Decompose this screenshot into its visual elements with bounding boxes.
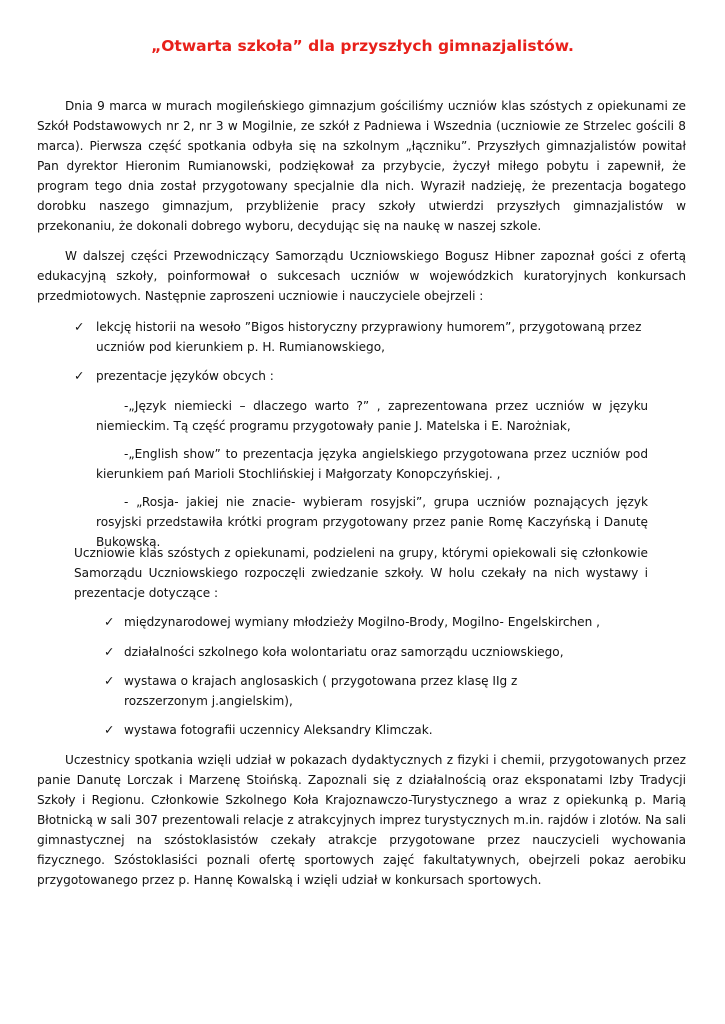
list-item-exchange: międzynarodowej wymiany młodzieży Mogilno-Brody, Mogilno- Engelskirchen , xyxy=(124,615,600,629)
checkmark-icon: ✓ xyxy=(104,722,115,737)
paragraph-activities: Uczestnicy spotkania wzięli udział w pokazach dydaktycznych z fizyki i chemii, przygotowanych przez panie Danutę Lorczak i Marzenę Stoińską. Zapoznali się z działalnością oraz eksponatami Izby Tradycji Szkoły i Regionu. Członkowie Szkolnego Koła Krajoznawczo-Turystycznego a wraz z opiekunką p. Marią Błotnicką w sali 307 prezentowali relacje z atrakcyjnych imprez turystycznych m.in. rajdów i zlotów. Na sali gimnastycznej na szóstoklasistów czekały atrakcje przygotowane przez nauczycieli wychowania fizycznego. Szóstoklasiści poznali ofertę sportowych zajęć fakultatywnych, obejrzeli pokaz aerobiku przygotowanego przez p. Hannę Kowalską i wzięli udział w konkursach sportowych. xyxy=(37,753,686,887)
sub-item-german: -„Język niemiecki – dlaczego warto ?” , zaprezentowana przez uczniów w języku niemieckim. Tą część programu przygotowały panie J. Matelska i E. Narożniak, xyxy=(96,399,648,433)
list-item-history-lesson: lekcję historii na wesoło ”Bigos historyczny przyprawiony humorem”, przygotowaną przez uczniów pod kierunkiem p. H. Rumianowskiego, xyxy=(96,320,642,354)
paragraph-intro: Dnia 9 marca w murach mogileńskiego gimnazjum gościliśmy uczniów klas szóstych z opiekunami ze Szkół Podstawowych nr 2, nr 3 w Mogilnie, ze szkół z Padniewa i Wszednia (uczniowie ze Strzelec gościli 8 marca). Pierwsza część spotkania odbyła się na szkolnym „łączniku”. Przyszłych gimnazjalistów powitał Pan dyrektor Hieronim Rumianowski, podziękował za przybycie, życzył miłego pobytu i zapewnił, że program tego dnia został przygotowany specjalnie dla nich. Wyraził nadzieję, że prezentacja bogatego dorobku naszego gimnazjum, przybliżenie pracy szkoły utwierdzi przyszłych gimnazjalistów w przekonaniu, że dokonali dobrego wyboru, decydując się na naukę w naszej szkole. xyxy=(37,99,686,233)
paragraph-presentation: W dalszej części Przewodniczący Samorządu Uczniowskiego Bogusz Hibner zapoznał gości z ofertą edukacyjną szkoły, poinformował o sukcesach uczniów w wojewódzkich kuratoryjnych konkursach przedmiotowych. Następnie zaproszeni uczniowie i nauczyciele obejrzeli : xyxy=(37,249,686,303)
sub-item-english: -„English show” to prezentacja języka angielskiego przygotowana przez uczniów pod kierunkiem pań Marioli Stochlińskiej i Małgorzaty Konopczyńskiej. , xyxy=(96,447,648,481)
sub-item-russian: - „Rosja- jakiej nie znacie- wybieram rosyjski”, grupa uczniów poznających język rosyjski przedstawiła krótki program przygotowany przez panie Romę Kaczyńską i Danutę Bukowską. xyxy=(96,495,648,549)
checkmark-icon: ✓ xyxy=(104,673,115,688)
document-title: „Otwarta szkoła” dla przyszłych gimnazjalistów. xyxy=(151,37,574,55)
checkmark-icon: ✓ xyxy=(104,614,115,629)
checkmark-icon: ✓ xyxy=(74,368,85,383)
list-item-languages: prezentacje języków obcych : xyxy=(96,369,274,383)
paragraph-tour: Uczniowie klas szóstych z opiekunami, podzieleni na grupy, którymi opiekowali się członkowie Samorządu Uczniowskiego rozpoczęli zwiedzanie szkoły. W holu czekały na nich wystawy i prezentacje dotyczące : xyxy=(74,546,648,600)
list-item-photo-exhibition: wystawa fotografii uczennicy Aleksandry Klimczak. xyxy=(124,723,433,737)
list-item-anglo-exhibition: wystawa o krajach anglosaskich ( przygotowana przez klasę IIg z rozszerzonym j.angielskim), xyxy=(124,674,518,708)
checkmark-icon: ✓ xyxy=(74,319,85,334)
list-item-volunteering: działalności szkolnego koła wolontariatu oraz samorządu uczniowskiego, xyxy=(124,645,564,659)
checkmark-icon: ✓ xyxy=(104,644,115,659)
